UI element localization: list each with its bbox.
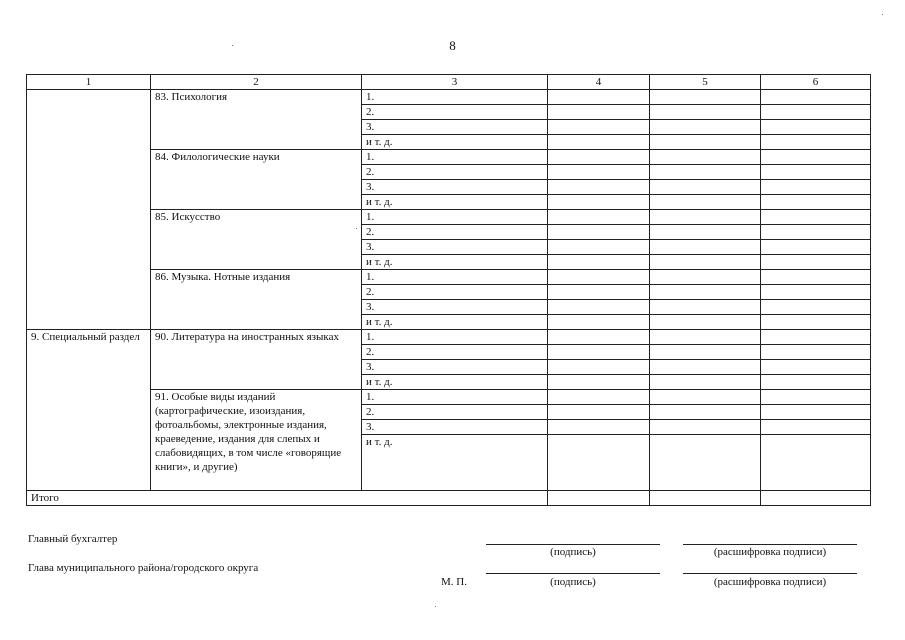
- scan-speck: [882, 14, 883, 15]
- value-cell-5: [650, 255, 761, 270]
- value-cell-4: [548, 315, 650, 330]
- total-value-5: [650, 491, 761, 506]
- value-cell-6: [761, 360, 871, 375]
- value-cell-6: [761, 225, 871, 240]
- item-cell: 1.: [362, 150, 548, 165]
- section-cell: [27, 90, 151, 330]
- value-cell-5: [650, 105, 761, 120]
- value-cell-5: [650, 390, 761, 405]
- head-decoding-line: [683, 573, 857, 574]
- value-cell-5: [650, 210, 761, 225]
- chief-accountant-label: Главный бухгалтер: [28, 533, 118, 545]
- chief-accountant-signature-caption: (подпись): [550, 546, 596, 558]
- item-cell: 2.: [362, 345, 548, 360]
- item-cell: 3.: [362, 180, 548, 195]
- category-cell: 84. Филологические науки: [151, 150, 362, 210]
- stamp-label: М. П.: [441, 576, 467, 588]
- chief-accountant-decoding-line: [683, 544, 857, 545]
- value-cell-6: [761, 390, 871, 405]
- value-cell-6: [761, 180, 871, 195]
- value-cell-5: [650, 345, 761, 360]
- value-cell-6: [761, 240, 871, 255]
- category-cell: 85. Искусство: [151, 210, 362, 270]
- value-cell-6: [761, 330, 871, 345]
- value-cell-5: [650, 270, 761, 285]
- value-cell-5: [650, 120, 761, 135]
- item-cell: 2.: [362, 405, 548, 420]
- report-table: [26, 74, 871, 506]
- table-header: [27, 75, 871, 90]
- value-cell-4: [548, 150, 650, 165]
- value-cell-4: [548, 105, 650, 120]
- value-cell-6: [761, 165, 871, 180]
- value-cell-6: [761, 255, 871, 270]
- category-cell: 90. Литература на иностранных языках: [151, 330, 362, 390]
- table-row: [27, 270, 871, 285]
- item-cell: 1.: [362, 270, 548, 285]
- value-cell-5: [650, 180, 761, 195]
- value-cell-5: [650, 330, 761, 345]
- value-cell-5: [650, 90, 761, 105]
- table-body: [27, 90, 871, 506]
- total-value-6: [761, 491, 871, 506]
- value-cell-4: [548, 405, 650, 420]
- table-row: [27, 330, 871, 345]
- value-cell-6: [761, 300, 871, 315]
- value-cell-5: [650, 285, 761, 300]
- value-cell-6: [761, 315, 871, 330]
- table-row: [27, 150, 871, 165]
- value-cell-4: [548, 285, 650, 300]
- category-cell: 86. Музыка. Нотные издания: [151, 270, 362, 330]
- value-cell-5: [650, 195, 761, 210]
- value-cell-4: [548, 390, 650, 405]
- value-cell-5: [650, 375, 761, 390]
- head-decoding-caption: (расшифровка подписи): [713, 576, 827, 588]
- header-row: [27, 75, 871, 90]
- category-cell: 91. Особые виды изданий (картографические, изоиздания, фотоальбомы, электронные издания, краеведение, издания для слепых и слабовидящих, в том числе «говорящие книги», и другие): [151, 390, 362, 491]
- value-cell-5: [650, 135, 761, 150]
- scan-speck: [435, 606, 436, 607]
- item-cell: 3.: [362, 120, 548, 135]
- value-cell-6: [761, 150, 871, 165]
- value-cell-4: [548, 210, 650, 225]
- header-col-1: 1: [27, 75, 151, 90]
- table-row: [27, 390, 871, 405]
- value-cell-5: [650, 300, 761, 315]
- head-signature-line: [486, 573, 660, 574]
- value-cell-4: [548, 420, 650, 435]
- page-number: 8: [449, 38, 456, 53]
- item-cell: и т. д.: [362, 135, 548, 150]
- value-cell-5: [650, 315, 761, 330]
- item-cell: 1.: [362, 390, 548, 405]
- header-col-5: 5: [650, 75, 761, 90]
- value-cell-4: [548, 435, 650, 491]
- value-cell-4: [548, 195, 650, 210]
- value-cell-6: [761, 195, 871, 210]
- header-col-3: 3: [362, 75, 548, 90]
- head-label: Глава муниципального района/городского округа: [28, 562, 259, 574]
- value-cell-4: [548, 120, 650, 135]
- item-cell: 3.: [362, 240, 548, 255]
- value-cell-6: [761, 90, 871, 105]
- value-cell-6: [761, 420, 871, 435]
- scan-speck: [232, 45, 233, 46]
- total-row: [27, 491, 871, 506]
- item-cell: 1.: [362, 210, 548, 225]
- value-cell-4: [548, 345, 650, 360]
- value-cell-5: [650, 240, 761, 255]
- value-cell-4: [548, 270, 650, 285]
- value-cell-5: [650, 165, 761, 180]
- value-cell-5: [650, 435, 761, 491]
- value-cell-4: [548, 330, 650, 345]
- table-row: [27, 90, 871, 105]
- item-cell: и т. д.: [362, 375, 548, 390]
- section-cell: 9. Специальный раздел: [27, 330, 151, 491]
- value-cell-4: [548, 180, 650, 195]
- value-cell-4: [548, 360, 650, 375]
- value-cell-5: [650, 225, 761, 240]
- item-cell: 3.: [362, 300, 548, 315]
- chief-accountant-decoding-caption: (расшифровка подписи): [713, 546, 827, 558]
- value-cell-6: [761, 120, 871, 135]
- value-cell-6: [761, 435, 871, 491]
- value-cell-6: [761, 270, 871, 285]
- value-cell-6: [761, 135, 871, 150]
- item-cell: 1.: [362, 330, 548, 345]
- header-col-2: 2: [151, 75, 362, 90]
- value-cell-5: [650, 360, 761, 375]
- value-cell-4: [548, 135, 650, 150]
- value-cell-6: [761, 105, 871, 120]
- header-col-6: 6: [761, 75, 871, 90]
- chief-accountant-signature-line: [486, 544, 660, 545]
- value-cell-4: [548, 300, 650, 315]
- header-col-4: 4: [548, 75, 650, 90]
- item-cell: 1.: [362, 90, 548, 105]
- item-cell: и т. д.: [362, 255, 548, 270]
- value-cell-4: [548, 255, 650, 270]
- value-cell-6: [761, 375, 871, 390]
- item-cell: и т. д.: [362, 435, 548, 491]
- value-cell-6: [761, 405, 871, 420]
- value-cell-6: [761, 210, 871, 225]
- item-cell: 2.: [362, 285, 548, 300]
- item-cell: 3.: [362, 420, 548, 435]
- value-cell-4: [548, 90, 650, 105]
- head-signature-caption: (подпись): [550, 576, 596, 588]
- total-value-4: [548, 491, 650, 506]
- item-cell: и т. д.: [362, 195, 548, 210]
- category-cell: 83. Психология: [151, 90, 362, 150]
- value-cell-6: [761, 285, 871, 300]
- value-cell-4: [548, 240, 650, 255]
- item-cell: 3.: [362, 360, 548, 375]
- item-cell: 2.: [362, 165, 548, 180]
- total-label: Итого: [27, 491, 548, 506]
- value-cell-4: [548, 225, 650, 240]
- value-cell-5: [650, 150, 761, 165]
- table-row: [27, 210, 871, 225]
- item-cell: 2.: [362, 225, 548, 240]
- value-cell-5: [650, 420, 761, 435]
- value-cell-4: [548, 375, 650, 390]
- value-cell-6: [761, 345, 871, 360]
- value-cell-5: [650, 405, 761, 420]
- item-cell: и т. д.: [362, 315, 548, 330]
- value-cell-4: [548, 165, 650, 180]
- item-cell: 2.: [362, 105, 548, 120]
